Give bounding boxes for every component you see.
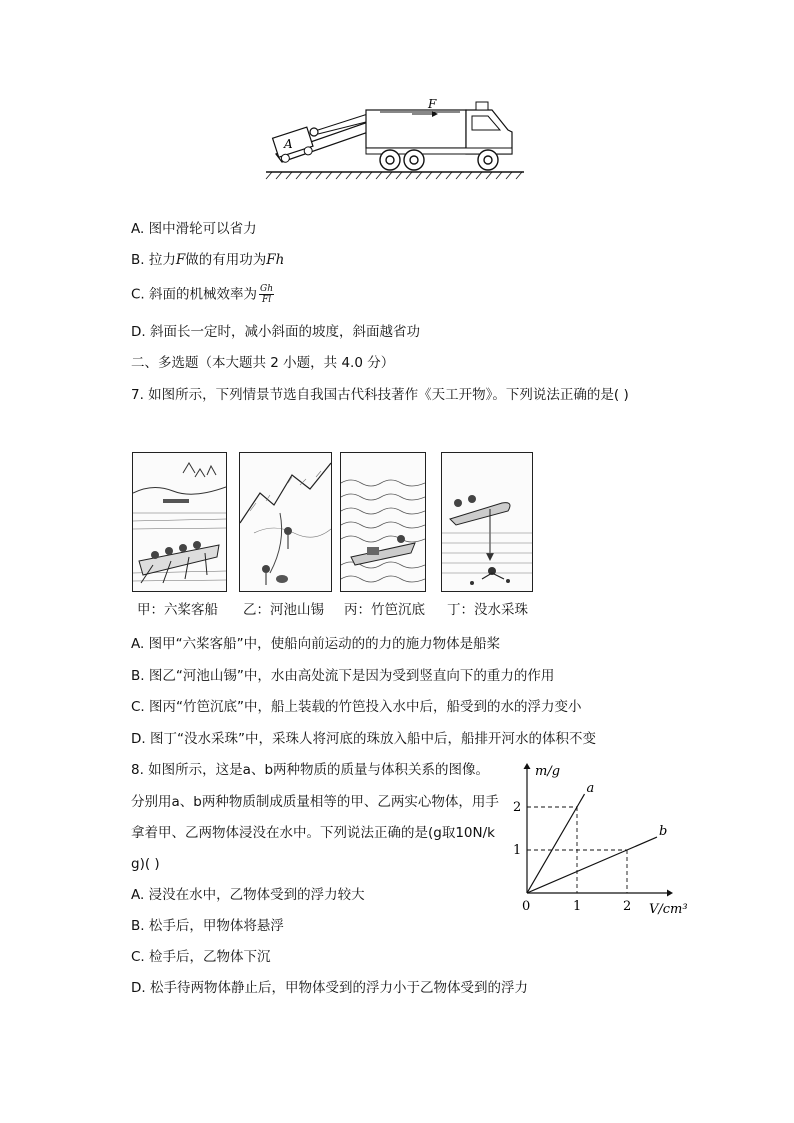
q7-option-c: C. 图丙“竹笆沉底”中，船上装载的竹笆投入水中后，船受到的水的浮力变小 <box>131 699 582 715</box>
series-line-a <box>527 794 585 893</box>
x-tick-label: 1 <box>573 899 582 914</box>
q8-stem-line-4: g)( ) <box>131 856 160 872</box>
y-tick-label: 2 <box>513 800 522 815</box>
q8-stem-line-1: 8. 如图所示，这是a、b两种物质的质量与体积关系的图像。 <box>131 762 490 778</box>
x-tick-label: 2 <box>623 899 632 914</box>
q6-option-b <box>131 250 284 270</box>
q7-option-d: D. 图丁“没水采珠”中，采珠人将河底的珠放入船中后，船排开河水的体积不变 <box>131 731 596 747</box>
q6-option-c <box>131 284 274 305</box>
caption-bing: 丙：竹笆沉底 <box>344 602 425 618</box>
q8-option-a: A. 浸没在水中，乙物体受到的浮力较大 <box>131 887 365 903</box>
x-axis-arrow <box>667 890 673 897</box>
q6-option-b-var: F <box>175 252 186 268</box>
q6-option-b-expr: Fh <box>266 252 285 268</box>
q7-option-a: A. 图甲“六桨客船”中，使船向前运动的的力的施力物体是船桨 <box>131 636 501 652</box>
q8-stem-line-3: 拿着甲、乙两物体浸没在水中。下列说法正确的是(g取10N/k <box>131 825 495 841</box>
pearl-diving-image <box>441 452 533 592</box>
bamboo-sink-image <box>340 452 426 592</box>
q8-stem-line-2: 分别用a、b两种物质制成质量相等的甲、乙两实心物体，用手 <box>131 794 499 810</box>
mass-volume-chart <box>505 755 700 920</box>
q7-option-b: B. 图乙“河池山锡”中，水由高处流下是因为受到竖直向下的重力的作用 <box>131 668 555 684</box>
q6-option-a: A. 图中滑轮可以省力 <box>131 221 257 237</box>
q8-option-c: C. 检手后，乙物体下沉 <box>131 949 271 965</box>
six-oar-boat-image <box>132 452 227 592</box>
force-label: F <box>428 97 437 111</box>
caption-jia: 甲：六桨客船 <box>137 602 218 618</box>
q6-option-d: D. 斜面长一定时，减小斜面的坡度，斜面越省功 <box>131 324 420 340</box>
caption-ding: 丁：没水采珠 <box>447 602 528 618</box>
x-axis-label: V/cm³ <box>649 902 688 917</box>
origin-label: 0 <box>522 899 531 914</box>
q8-option-d: D. 松手待两物体静止后，甲物体受到的浮力小于乙物体受到的浮力 <box>131 980 528 996</box>
fraction-numerator: Gh <box>260 284 274 294</box>
y-tick-label: 1 <box>513 843 522 858</box>
q6-option-b-prefix: B. 拉力 <box>131 252 176 268</box>
series-line-b <box>527 837 657 893</box>
fraction-denominator: Fl <box>261 295 272 305</box>
mountain-tin-image <box>239 452 332 592</box>
block-label: A <box>284 137 293 151</box>
series-label-b: b <box>659 824 668 840</box>
truck-pulley-figure <box>262 92 530 182</box>
caption-yi: 乙：河池山锡 <box>243 602 324 618</box>
q6-option-b-mid: 做的有用功为 <box>185 252 267 268</box>
y-axis-arrow <box>524 763 531 769</box>
efficiency-fraction <box>259 284 274 305</box>
y-axis-label: m/g <box>535 764 561 779</box>
series-label-a: a <box>586 781 595 797</box>
section-heading: 二、多选题（本大题共 2 小题，共 4.0 分） <box>131 355 395 371</box>
q6-option-c-prefix: C. 斜面的机械效率为 <box>131 286 258 303</box>
q7-stem: 7. 如图所示，下列情景节选自我国古代科技著作《天工开物》。下列说法正确的是( ) <box>131 387 629 403</box>
q8-option-b: B. 松手后，甲物体将悬浮 <box>131 918 284 934</box>
